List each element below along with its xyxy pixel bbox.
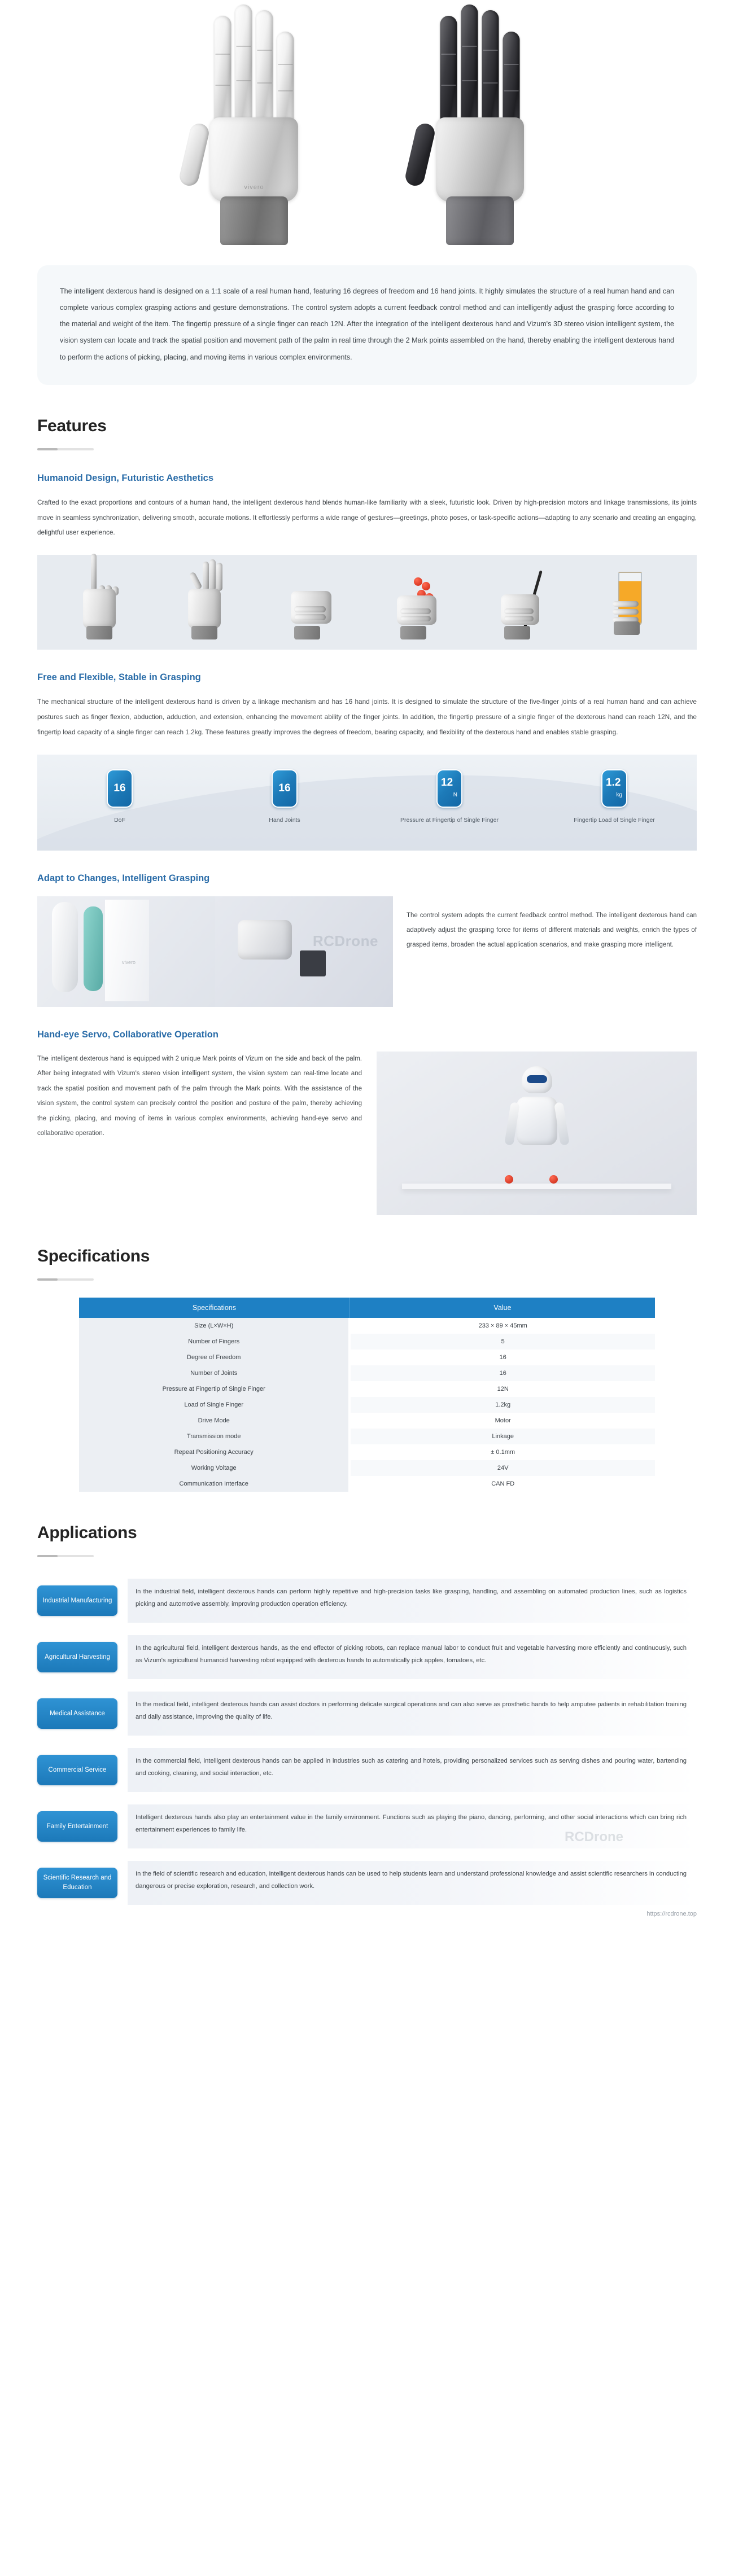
metrics-band	[37, 755, 697, 851]
robot-hand-dark-icon	[409, 5, 550, 247]
spec-key: Repeat Positioning Accuracy	[79, 1444, 349, 1460]
table-row	[79, 1429, 655, 1444]
gesture-gallery	[37, 555, 697, 650]
application-badge: Agricultural Harvesting	[37, 1642, 117, 1672]
feature-block-humanoid-design	[37, 473, 697, 650]
table-row	[79, 1334, 655, 1350]
application-badge: Industrial Manufacturing	[37, 1585, 117, 1616]
application-text: Intelligent dexterous hands also play an entertainment value in the family environment. Functions such as playing the piano, dancing, performing, and other social interactions which can bring rich entertainment experiences to family life.	[128, 1804, 697, 1848]
table-surface	[402, 1184, 671, 1189]
application-item-family	[37, 1804, 697, 1848]
features-heading: Features	[37, 416, 107, 435]
spec-key: Drive Mode	[79, 1413, 349, 1429]
table-row	[79, 1460, 655, 1476]
feature-title: Adapt to Changes, Intelligent Grasping	[37, 873, 210, 883]
spec-value: 24V	[349, 1460, 655, 1476]
feature-body: The control system adopts the current feedback control method. The intelligent dexterous hand can adaptively adjust the grasping force for items of different materials and weights, enrich the types of grasped items, broaden the actual application scenarios, and make grasping more intelligent.	[407, 912, 697, 948]
spec-key: Working Voltage	[79, 1460, 349, 1476]
metric-chip	[601, 769, 627, 808]
applications-heading: Applications	[37, 1523, 137, 1542]
gesture-fist-icon	[281, 565, 348, 639]
specifications-table	[79, 1298, 655, 1492]
table-row	[79, 1413, 655, 1429]
table-header-row	[79, 1298, 655, 1318]
photo-hand-closeup: vivero	[37, 896, 215, 1007]
gesture-holding-tomatoes-icon	[386, 565, 453, 639]
application-item-industrial	[37, 1579, 697, 1623]
features-section	[0, 417, 734, 1215]
spec-key: Number of Joints	[79, 1365, 349, 1381]
gesture-holding-glass-icon	[596, 565, 663, 639]
metric-caption: Pressure at Fingertip of Single Finger	[400, 816, 499, 823]
applications-section	[0, 1523, 734, 1905]
spec-value: ± 0.1mm	[349, 1444, 655, 1460]
spec-key: Load of Single Finger	[79, 1397, 349, 1413]
application-text: In the medical field, intelligent dexterous hands can assist doctors in performing delicate surgical operations and can also serve as prosthetic hands to help amputee patients in rehabilitation training and daily assistance, improving the quality of life.	[128, 1692, 697, 1736]
table-row	[79, 1365, 655, 1381]
metric-dof	[66, 769, 173, 825]
spec-value: 5	[349, 1334, 655, 1350]
applications-heading-rule	[37, 1555, 94, 1557]
watermark-rcdrone: RCDrone	[564, 1829, 623, 1845]
spec-value: Linkage	[349, 1429, 655, 1444]
table-row	[79, 1397, 655, 1413]
spec-value: 233 × 89 × 45mm	[349, 1318, 655, 1334]
gesture-pointing-icon	[71, 565, 138, 639]
spec-key: Number of Fingers	[79, 1334, 349, 1350]
feature-block-adapt-to-changes	[37, 873, 697, 1007]
table-row	[79, 1444, 655, 1460]
robot-illustration-icon	[503, 1066, 571, 1145]
application-badge: Commercial Service	[37, 1755, 117, 1785]
spec-value: 12N	[349, 1381, 655, 1397]
specifications-heading: Specifications	[37, 1246, 150, 1265]
feature-block-free-flexible	[37, 672, 697, 851]
table-row	[79, 1476, 655, 1492]
application-item-medical	[37, 1692, 697, 1736]
metric-chip	[107, 769, 133, 808]
robot-hand-white-icon	[184, 5, 325, 247]
hero-section	[0, 0, 734, 265]
spec-key: Communication Interface	[79, 1476, 349, 1492]
metric-unit: kg	[616, 792, 622, 799]
feature-body: The mechanical structure of the intelligent dexterous hand is driven by a linkage mechanism and has 16 hand joints. It is designed to simulate the structure of the five-finger joints of a real human hand and can achieve postures such as finger flexion, abduction, adduction, and extension, enhancing the movement ability of the finger joints. In addition, the fingertip pressure of a single finger of the dexterous hand can reach 12N, and the fingertip load capacity of a single finger can reach 1.2kg. These features greatly improves the degrees of freedom, bearing capacity, and flexibility of the dexterous hand and enables stable grasping.	[37, 698, 697, 737]
spec-value: 16	[349, 1350, 655, 1365]
specifications-heading-rule	[37, 1278, 94, 1281]
application-badge: Scientific Research and Education	[37, 1868, 117, 1898]
metric-fingertip-pressure	[396, 769, 503, 825]
metric-hand-joints	[231, 769, 338, 825]
features-heading-rule	[37, 448, 94, 450]
gesture-holding-pen-icon	[491, 565, 558, 639]
spec-value: 1.2kg	[349, 1397, 655, 1413]
feature-title: Free and Flexible, Stable in Grasping	[37, 672, 201, 683]
table-row	[79, 1318, 655, 1334]
metric-value: 16	[278, 782, 291, 795]
feature-body: The intelligent dexterous hand is equipped with 2 unique Mark points of Vizum on the side and back of the palm. After being integrated with Vizum's stereo vision intelligent system, the vision system can real-time locate and track the spatial position and movement path of the palm through the Mark points. With the assistance of the vision system, the control system can precisely control the position and posture of the palm, thereby achieving the picking, placing, and moving of items in various complex environments, achieving hand-eye servo and collaborative operation.	[37, 1055, 362, 1137]
gesture-ok-sign-icon	[176, 565, 243, 639]
metric-caption: Fingertip Load of Single Finger	[574, 816, 655, 823]
photo-hand-hold-block	[215, 896, 393, 1007]
application-text: In the field of scientific research and education, intelligent dexterous hands can be used to help students learn and understand professional knowledge and assist scientific researchers in conducting dangerous or precise exploration, research, and collection work.	[128, 1861, 697, 1905]
spec-value: Motor	[349, 1413, 655, 1429]
table-row	[79, 1381, 655, 1397]
application-badge: Medical Assistance	[37, 1698, 117, 1729]
intro-card	[37, 265, 697, 385]
specifications-section	[0, 1247, 734, 1492]
feature-title: Hand-eye Servo, Collaborative Operation	[37, 1029, 219, 1040]
watermark-rcdrone: RCDrone	[312, 932, 378, 949]
spec-key: Pressure at Fingertip of Single Finger	[79, 1381, 349, 1397]
feature-block-hand-eye-servo	[37, 1029, 697, 1215]
application-text: In the agricultural field, intelligent dexterous hands, as the end effector of picking robots, can replace manual labor to conduct fruit and vegetable harvesting more efficiently and continuously, such as Vizum's agricultural humanoid harvesting robot equipped with dexterous hands to automatically pick apples, tomatoes, etc.	[128, 1635, 697, 1679]
hero-brand-label: vivero	[244, 184, 264, 191]
metric-caption: Hand Joints	[269, 816, 300, 823]
spec-value: CAN FD	[349, 1476, 655, 1492]
metric-value: 12	[441, 777, 453, 789]
photo-humanoid-robot	[377, 1052, 697, 1215]
metric-chip	[272, 769, 298, 808]
metric-value: 16	[113, 782, 126, 795]
apple-icon	[505, 1175, 513, 1184]
application-text: In the commercial field, intelligent dexterous hands can be applied in industries such as catering and hotels, providing personalized services such as serving dishes and pouring water, bartending and cooking, cleaning, and social interaction, etc.	[128, 1748, 697, 1792]
feature-title: Humanoid Design, Futuristic Aesthetics	[37, 472, 214, 483]
hero-image	[0, 0, 734, 265]
spec-key: Transmission mode	[79, 1429, 349, 1444]
metric-fingertip-load	[561, 769, 668, 825]
application-item-commercial	[37, 1748, 697, 1792]
spec-value: 16	[349, 1365, 655, 1381]
column-header-specifications: Specifications	[79, 1298, 349, 1318]
metric-unit: N	[453, 792, 457, 799]
metric-chip	[436, 769, 462, 808]
intro-section	[0, 265, 734, 385]
feature-body: Crafted to the exact proportions and contours of a human hand, the intelligent dexterous hand blends human-like familiarity with a sleek, futuristic look. Driven by high-precision motors and linkage transmissions, its joints move in seamless synchronization, delivering smooth, accurate motions. It effortlessly performs a wide range of gestures—greetings, photo poses, or task-specific actions—adapting to any scenario and creating an engaging, delightful user experience.	[37, 498, 697, 537]
footer-watermark-url: https://rcdrone.top	[646, 1910, 697, 1917]
application-badge: Family Entertainment	[37, 1811, 117, 1842]
application-text: In the industrial field, intelligent dexterous hands can perform highly repetitive and high-precision tasks like grasping, handling, and assembling on automated production lines, such as logistics picking and automotive assembly, improving production operation efficiency.	[128, 1579, 697, 1623]
intro-paragraph: The intelligent dexterous hand is designed on a 1:1 scale of a real human hand, featuring 16 degrees of freedom and 16 hand joints. It highly simulates the structure of a real human hand and can complete various complex grasping actions and gesture demonstrations. The control system adopts a current feedback control method and can intelligently adjust the grasping force according to the material and weight of the item. The fingertip pressure of a single finger can reach 12N. After the integration of the intelligent dexterous hand and Vizum's 3D stereo vision intelligent system, the vision system can locate and track the spatial position and movement path of the palm in real time through the 2 Mark points assembled on the hand, thereby enabling the intelligent dexterous hand to perform the actions of picking, placing, and moving items in various complex environments.	[60, 287, 674, 361]
spec-key: Size (L×W×H)	[79, 1318, 349, 1334]
metric-caption: DoF	[114, 816, 125, 823]
spec-key: Degree of Freedom	[79, 1350, 349, 1365]
adaptive-grasp-photos	[37, 896, 393, 1007]
application-item-agricultural	[37, 1635, 697, 1679]
table-row	[79, 1350, 655, 1365]
column-header-value: Value	[349, 1298, 655, 1318]
apple-icon	[549, 1175, 558, 1184]
application-item-scientific	[37, 1861, 697, 1905]
metric-value: 1.2	[606, 777, 621, 789]
specifications-table-body	[79, 1318, 655, 1492]
